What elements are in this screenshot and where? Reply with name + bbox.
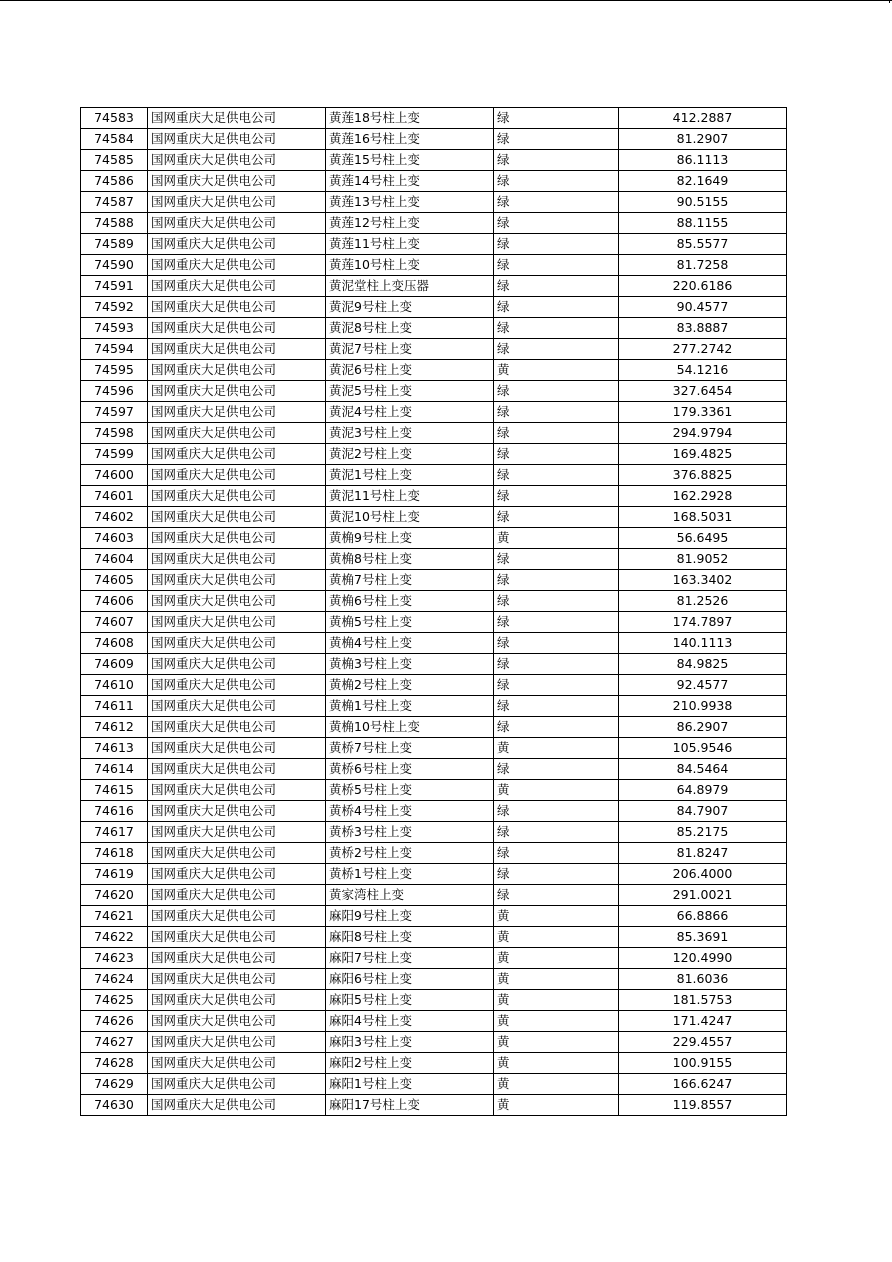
row-id-cell: 74618 xyxy=(81,843,148,864)
transformer-name-cell: 黄桥3号柱上变 xyxy=(326,822,494,843)
table-row xyxy=(81,591,787,612)
value-cell: 376.8825 xyxy=(619,465,787,486)
transformer-name-cell: 黄泥5号柱上变 xyxy=(326,381,494,402)
transformer-name-cell: 黄桥5号柱上变 xyxy=(326,780,494,801)
row-id-cell: 74599 xyxy=(81,444,148,465)
row-id-cell: 74616 xyxy=(81,801,148,822)
status-level-cell: 绿 xyxy=(494,822,619,843)
transformer-name-cell: 黄莲16号柱上变 xyxy=(326,129,494,150)
status-level-cell: 绿 xyxy=(494,444,619,465)
status-level-cell: 绿 xyxy=(494,423,619,444)
transformer-table xyxy=(80,107,787,1116)
row-id-cell: 74630 xyxy=(81,1095,148,1116)
company-cell: 国网重庆大足供电公司 xyxy=(148,696,326,717)
value-cell: 81.7258 xyxy=(619,255,787,276)
status-level-cell: 黄 xyxy=(494,780,619,801)
row-id-cell: 74583 xyxy=(81,108,148,129)
table-row xyxy=(81,192,787,213)
transformer-name-cell: 黄桥6号柱上变 xyxy=(326,759,494,780)
company-cell: 国网重庆大足供电公司 xyxy=(148,591,326,612)
row-id-cell: 74586 xyxy=(81,171,148,192)
status-level-cell: 绿 xyxy=(494,129,619,150)
status-level-cell: 绿 xyxy=(494,150,619,171)
transformer-name-cell: 黄莲10号柱上变 xyxy=(326,255,494,276)
transformer-name-cell: 黄莲13号柱上变 xyxy=(326,192,494,213)
status-level-cell: 绿 xyxy=(494,486,619,507)
table-row xyxy=(81,969,787,990)
row-id-cell: 74608 xyxy=(81,633,148,654)
company-cell: 国网重庆大足供电公司 xyxy=(148,423,326,444)
value-cell: 81.8247 xyxy=(619,843,787,864)
company-cell: 国网重庆大足供电公司 xyxy=(148,318,326,339)
company-cell: 国网重庆大足供电公司 xyxy=(148,759,326,780)
table-row xyxy=(81,906,787,927)
company-cell: 国网重庆大足供电公司 xyxy=(148,213,326,234)
table-row xyxy=(81,108,787,129)
table-row xyxy=(81,675,787,696)
row-id-cell: 74612 xyxy=(81,717,148,738)
page-corner-mark xyxy=(889,0,890,3)
row-id-cell: 74611 xyxy=(81,696,148,717)
company-cell: 国网重庆大足供电公司 xyxy=(148,843,326,864)
row-id-cell: 74588 xyxy=(81,213,148,234)
table-row xyxy=(81,423,787,444)
value-cell: 171.4247 xyxy=(619,1011,787,1032)
transformer-name-cell: 黄泥2号柱上变 xyxy=(326,444,494,465)
value-cell: 90.5155 xyxy=(619,192,787,213)
table-row xyxy=(81,528,787,549)
status-level-cell: 黄 xyxy=(494,1074,619,1095)
row-id-cell: 74628 xyxy=(81,1053,148,1074)
row-id-cell: 74627 xyxy=(81,1032,148,1053)
row-id-cell: 74589 xyxy=(81,234,148,255)
row-id-cell: 74623 xyxy=(81,948,148,969)
status-level-cell: 黄 xyxy=(494,927,619,948)
status-level-cell: 绿 xyxy=(494,234,619,255)
transformer-name-cell: 麻阳6号柱上变 xyxy=(326,969,494,990)
row-id-cell: 74597 xyxy=(81,402,148,423)
value-cell: 120.4990 xyxy=(619,948,787,969)
value-cell: 327.6454 xyxy=(619,381,787,402)
value-cell: 84.7907 xyxy=(619,801,787,822)
company-cell: 国网重庆大足供电公司 xyxy=(148,444,326,465)
company-cell: 国网重庆大足供电公司 xyxy=(148,1053,326,1074)
transformer-name-cell: 麻阳2号柱上变 xyxy=(326,1053,494,1074)
row-id-cell: 74584 xyxy=(81,129,148,150)
table-row xyxy=(81,129,787,150)
transformer-name-cell: 黄家湾柱上变 xyxy=(326,885,494,906)
table-row xyxy=(81,507,787,528)
value-cell: 88.1155 xyxy=(619,213,787,234)
company-cell: 国网重庆大足供电公司 xyxy=(148,885,326,906)
value-cell: 181.5753 xyxy=(619,990,787,1011)
table-row xyxy=(81,465,787,486)
company-cell: 国网重庆大足供电公司 xyxy=(148,297,326,318)
value-cell: 84.5464 xyxy=(619,759,787,780)
company-cell: 国网重庆大足供电公司 xyxy=(148,171,326,192)
company-cell: 国网重庆大足供电公司 xyxy=(148,465,326,486)
value-cell: 105.9546 xyxy=(619,738,787,759)
table-row xyxy=(81,297,787,318)
status-level-cell: 绿 xyxy=(494,507,619,528)
value-cell: 210.9938 xyxy=(619,696,787,717)
row-id-cell: 74617 xyxy=(81,822,148,843)
value-cell: 294.9794 xyxy=(619,423,787,444)
table-row xyxy=(81,927,787,948)
transformer-name-cell: 黄泥10号柱上变 xyxy=(326,507,494,528)
transformer-name-cell: 黄莲12号柱上变 xyxy=(326,213,494,234)
transformer-name-cell: 黄泥7号柱上变 xyxy=(326,339,494,360)
value-cell: 81.2526 xyxy=(619,591,787,612)
value-cell: 90.4577 xyxy=(619,297,787,318)
table-row xyxy=(81,444,787,465)
row-id-cell: 74590 xyxy=(81,255,148,276)
company-cell: 国网重庆大足供电公司 xyxy=(148,255,326,276)
value-cell: 85.3691 xyxy=(619,927,787,948)
value-cell: 119.8557 xyxy=(619,1095,787,1116)
status-level-cell: 绿 xyxy=(494,255,619,276)
company-cell: 国网重庆大足供电公司 xyxy=(148,990,326,1011)
transformer-name-cell: 黄桷10号柱上变 xyxy=(326,717,494,738)
table-row xyxy=(81,1032,787,1053)
status-level-cell: 绿 xyxy=(494,570,619,591)
table-row xyxy=(81,822,787,843)
value-cell: 277.2742 xyxy=(619,339,787,360)
transformer-name-cell: 黄泥6号柱上变 xyxy=(326,360,494,381)
company-cell: 国网重庆大足供电公司 xyxy=(148,1074,326,1095)
table-row xyxy=(81,318,787,339)
status-level-cell: 绿 xyxy=(494,843,619,864)
transformer-name-cell: 黄桷9号柱上变 xyxy=(326,528,494,549)
value-cell: 84.9825 xyxy=(619,654,787,675)
company-cell: 国网重庆大足供电公司 xyxy=(148,150,326,171)
status-level-cell: 绿 xyxy=(494,675,619,696)
value-cell: 85.5577 xyxy=(619,234,787,255)
company-cell: 国网重庆大足供电公司 xyxy=(148,780,326,801)
status-level-cell: 黄 xyxy=(494,1011,619,1032)
status-level-cell: 绿 xyxy=(494,213,619,234)
row-id-cell: 74587 xyxy=(81,192,148,213)
table-row xyxy=(81,801,787,822)
row-id-cell: 74620 xyxy=(81,885,148,906)
status-level-cell: 绿 xyxy=(494,591,619,612)
value-cell: 54.1216 xyxy=(619,360,787,381)
row-id-cell: 74624 xyxy=(81,969,148,990)
table-row xyxy=(81,885,787,906)
transformer-name-cell: 黄泥11号柱上变 xyxy=(326,486,494,507)
company-cell: 国网重庆大足供电公司 xyxy=(148,969,326,990)
company-cell: 国网重庆大足供电公司 xyxy=(148,864,326,885)
company-cell: 国网重庆大足供电公司 xyxy=(148,738,326,759)
status-level-cell: 黄 xyxy=(494,990,619,1011)
status-level-cell: 绿 xyxy=(494,297,619,318)
row-id-cell: 74605 xyxy=(81,570,148,591)
table-row xyxy=(81,759,787,780)
row-id-cell: 74601 xyxy=(81,486,148,507)
row-id-cell: 74615 xyxy=(81,780,148,801)
value-cell: 81.2907 xyxy=(619,129,787,150)
company-cell: 国网重庆大足供电公司 xyxy=(148,528,326,549)
company-cell: 国网重庆大足供电公司 xyxy=(148,675,326,696)
transformer-name-cell: 黄桷4号柱上变 xyxy=(326,633,494,654)
table-row xyxy=(81,360,787,381)
transformer-name-cell: 麻阳4号柱上变 xyxy=(326,1011,494,1032)
value-cell: 100.9155 xyxy=(619,1053,787,1074)
status-level-cell: 黄 xyxy=(494,1095,619,1116)
table-row xyxy=(81,276,787,297)
value-cell: 81.9052 xyxy=(619,549,787,570)
row-id-cell: 74602 xyxy=(81,507,148,528)
status-level-cell: 绿 xyxy=(494,276,619,297)
value-cell: 220.6186 xyxy=(619,276,787,297)
value-cell: 412.2887 xyxy=(619,108,787,129)
table-row xyxy=(81,381,787,402)
value-cell: 81.6036 xyxy=(619,969,787,990)
value-cell: 64.8979 xyxy=(619,780,787,801)
company-cell: 国网重庆大足供电公司 xyxy=(148,822,326,843)
company-cell: 国网重庆大足供电公司 xyxy=(148,1011,326,1032)
company-cell: 国网重庆大足供电公司 xyxy=(148,801,326,822)
row-id-cell: 74626 xyxy=(81,1011,148,1032)
status-level-cell: 黄 xyxy=(494,528,619,549)
table-row xyxy=(81,570,787,591)
company-cell: 国网重庆大足供电公司 xyxy=(148,339,326,360)
company-cell: 国网重庆大足供电公司 xyxy=(148,927,326,948)
company-cell: 国网重庆大足供电公司 xyxy=(148,402,326,423)
value-cell: 140.1113 xyxy=(619,633,787,654)
table-row xyxy=(81,843,787,864)
company-cell: 国网重庆大足供电公司 xyxy=(148,654,326,675)
company-cell: 国网重庆大足供电公司 xyxy=(148,108,326,129)
status-level-cell: 绿 xyxy=(494,192,619,213)
company-cell: 国网重庆大足供电公司 xyxy=(148,1032,326,1053)
row-id-cell: 74619 xyxy=(81,864,148,885)
transformer-name-cell: 麻阳5号柱上变 xyxy=(326,990,494,1011)
table-row xyxy=(81,1095,787,1116)
company-cell: 国网重庆大足供电公司 xyxy=(148,948,326,969)
transformer-name-cell: 黄莲18号柱上变 xyxy=(326,108,494,129)
row-id-cell: 74609 xyxy=(81,654,148,675)
status-level-cell: 绿 xyxy=(494,171,619,192)
row-id-cell: 74598 xyxy=(81,423,148,444)
transformer-name-cell: 黄桷5号柱上变 xyxy=(326,612,494,633)
transformer-name-cell: 黄泥3号柱上变 xyxy=(326,423,494,444)
row-id-cell: 74591 xyxy=(81,276,148,297)
status-level-cell: 绿 xyxy=(494,885,619,906)
company-cell: 国网重庆大足供电公司 xyxy=(148,360,326,381)
row-id-cell: 74622 xyxy=(81,927,148,948)
value-cell: 166.6247 xyxy=(619,1074,787,1095)
company-cell: 国网重庆大足供电公司 xyxy=(148,276,326,297)
table-row xyxy=(81,948,787,969)
transformer-name-cell: 黄桷1号柱上变 xyxy=(326,696,494,717)
table-body xyxy=(81,108,787,1116)
status-level-cell: 绿 xyxy=(494,717,619,738)
status-level-cell: 绿 xyxy=(494,801,619,822)
value-cell: 229.4557 xyxy=(619,1032,787,1053)
table-row xyxy=(81,612,787,633)
status-level-cell: 黄 xyxy=(494,906,619,927)
transformer-name-cell: 黄泥1号柱上变 xyxy=(326,465,494,486)
value-cell: 174.7897 xyxy=(619,612,787,633)
value-cell: 85.2175 xyxy=(619,822,787,843)
transformer-name-cell: 黄桷8号柱上变 xyxy=(326,549,494,570)
value-cell: 162.2928 xyxy=(619,486,787,507)
table-row xyxy=(81,633,787,654)
value-cell: 83.8887 xyxy=(619,318,787,339)
status-level-cell: 黄 xyxy=(494,1032,619,1053)
row-id-cell: 74606 xyxy=(81,591,148,612)
row-id-cell: 74621 xyxy=(81,906,148,927)
row-id-cell: 74607 xyxy=(81,612,148,633)
value-cell: 86.1113 xyxy=(619,150,787,171)
table-row xyxy=(81,717,787,738)
table-row xyxy=(81,402,787,423)
row-id-cell: 74614 xyxy=(81,759,148,780)
table-row xyxy=(81,864,787,885)
row-id-cell: 74600 xyxy=(81,465,148,486)
value-cell: 179.3361 xyxy=(619,402,787,423)
value-cell: 206.4000 xyxy=(619,864,787,885)
row-id-cell: 74585 xyxy=(81,150,148,171)
transformer-name-cell: 麻阳3号柱上变 xyxy=(326,1032,494,1053)
value-cell: 56.6495 xyxy=(619,528,787,549)
transformer-name-cell: 麻阳8号柱上变 xyxy=(326,927,494,948)
table-row xyxy=(81,780,787,801)
transformer-name-cell: 麻阳1号柱上变 xyxy=(326,1074,494,1095)
row-id-cell: 74594 xyxy=(81,339,148,360)
status-level-cell: 黄 xyxy=(494,360,619,381)
table-row xyxy=(81,1011,787,1032)
table-row xyxy=(81,486,787,507)
table-row xyxy=(81,738,787,759)
company-cell: 国网重庆大足供电公司 xyxy=(148,381,326,402)
transformer-name-cell: 黄桥7号柱上变 xyxy=(326,738,494,759)
status-level-cell: 绿 xyxy=(494,549,619,570)
status-level-cell: 绿 xyxy=(494,759,619,780)
table-row xyxy=(81,150,787,171)
table-row xyxy=(81,255,787,276)
transformer-name-cell: 黄桥4号柱上变 xyxy=(326,801,494,822)
row-id-cell: 74592 xyxy=(81,297,148,318)
value-cell: 163.3402 xyxy=(619,570,787,591)
status-level-cell: 绿 xyxy=(494,108,619,129)
table-row xyxy=(81,339,787,360)
transformer-name-cell: 麻阳7号柱上变 xyxy=(326,948,494,969)
status-level-cell: 绿 xyxy=(494,339,619,360)
transformer-name-cell: 黄桷3号柱上变 xyxy=(326,654,494,675)
company-cell: 国网重庆大足供电公司 xyxy=(148,129,326,150)
row-id-cell: 74596 xyxy=(81,381,148,402)
status-level-cell: 绿 xyxy=(494,864,619,885)
row-id-cell: 74625 xyxy=(81,990,148,1011)
status-level-cell: 绿 xyxy=(494,612,619,633)
company-cell: 国网重庆大足供电公司 xyxy=(148,1095,326,1116)
value-cell: 92.4577 xyxy=(619,675,787,696)
company-cell: 国网重庆大足供电公司 xyxy=(148,633,326,654)
row-id-cell: 74613 xyxy=(81,738,148,759)
transformer-name-cell: 黄桷2号柱上变 xyxy=(326,675,494,696)
transformer-name-cell: 麻阳17号柱上变 xyxy=(326,1095,494,1116)
value-cell: 169.4825 xyxy=(619,444,787,465)
transformer-name-cell: 黄桷6号柱上变 xyxy=(326,591,494,612)
transformer-name-cell: 黄泥4号柱上变 xyxy=(326,402,494,423)
status-level-cell: 黄 xyxy=(494,969,619,990)
row-id-cell: 74610 xyxy=(81,675,148,696)
value-cell: 291.0021 xyxy=(619,885,787,906)
table-row xyxy=(81,234,787,255)
status-level-cell: 绿 xyxy=(494,654,619,675)
company-cell: 国网重庆大足供电公司 xyxy=(148,549,326,570)
status-level-cell: 绿 xyxy=(494,381,619,402)
table-row xyxy=(81,696,787,717)
company-cell: 国网重庆大足供电公司 xyxy=(148,234,326,255)
status-level-cell: 绿 xyxy=(494,633,619,654)
table-row xyxy=(81,1053,787,1074)
company-cell: 国网重庆大足供电公司 xyxy=(148,717,326,738)
value-cell: 86.2907 xyxy=(619,717,787,738)
transformer-name-cell: 黄泥9号柱上变 xyxy=(326,297,494,318)
status-level-cell: 黄 xyxy=(494,1053,619,1074)
value-cell: 82.1649 xyxy=(619,171,787,192)
row-id-cell: 74595 xyxy=(81,360,148,381)
table-row xyxy=(81,1074,787,1095)
value-cell: 168.5031 xyxy=(619,507,787,528)
transformer-name-cell: 黄莲14号柱上变 xyxy=(326,171,494,192)
transformer-name-cell: 黄莲11号柱上变 xyxy=(326,234,494,255)
value-cell: 66.8866 xyxy=(619,906,787,927)
table-row xyxy=(81,171,787,192)
transformer-name-cell: 黄莲15号柱上变 xyxy=(326,150,494,171)
transformer-name-cell: 黄泥堂柱上变压器 xyxy=(326,276,494,297)
company-cell: 国网重庆大足供电公司 xyxy=(148,570,326,591)
transformer-name-cell: 黄桷7号柱上变 xyxy=(326,570,494,591)
page-top-border xyxy=(0,0,892,1)
table-row xyxy=(81,654,787,675)
row-id-cell: 74604 xyxy=(81,549,148,570)
status-level-cell: 黄 xyxy=(494,738,619,759)
company-cell: 国网重庆大足供电公司 xyxy=(148,612,326,633)
company-cell: 国网重庆大足供电公司 xyxy=(148,507,326,528)
status-level-cell: 绿 xyxy=(494,465,619,486)
status-level-cell: 黄 xyxy=(494,948,619,969)
transformer-name-cell: 麻阳9号柱上变 xyxy=(326,906,494,927)
row-id-cell: 74629 xyxy=(81,1074,148,1095)
company-cell: 国网重庆大足供电公司 xyxy=(148,192,326,213)
company-cell: 国网重庆大足供电公司 xyxy=(148,486,326,507)
transformer-name-cell: 黄桥2号柱上变 xyxy=(326,843,494,864)
status-level-cell: 绿 xyxy=(494,696,619,717)
status-level-cell: 绿 xyxy=(494,318,619,339)
company-cell: 国网重庆大足供电公司 xyxy=(148,906,326,927)
status-level-cell: 绿 xyxy=(494,402,619,423)
table-row xyxy=(81,549,787,570)
table-row xyxy=(81,213,787,234)
row-id-cell: 74593 xyxy=(81,318,148,339)
row-id-cell: 74603 xyxy=(81,528,148,549)
transformer-name-cell: 黄泥8号柱上变 xyxy=(326,318,494,339)
table-row xyxy=(81,990,787,1011)
transformer-name-cell: 黄桥1号柱上变 xyxy=(326,864,494,885)
